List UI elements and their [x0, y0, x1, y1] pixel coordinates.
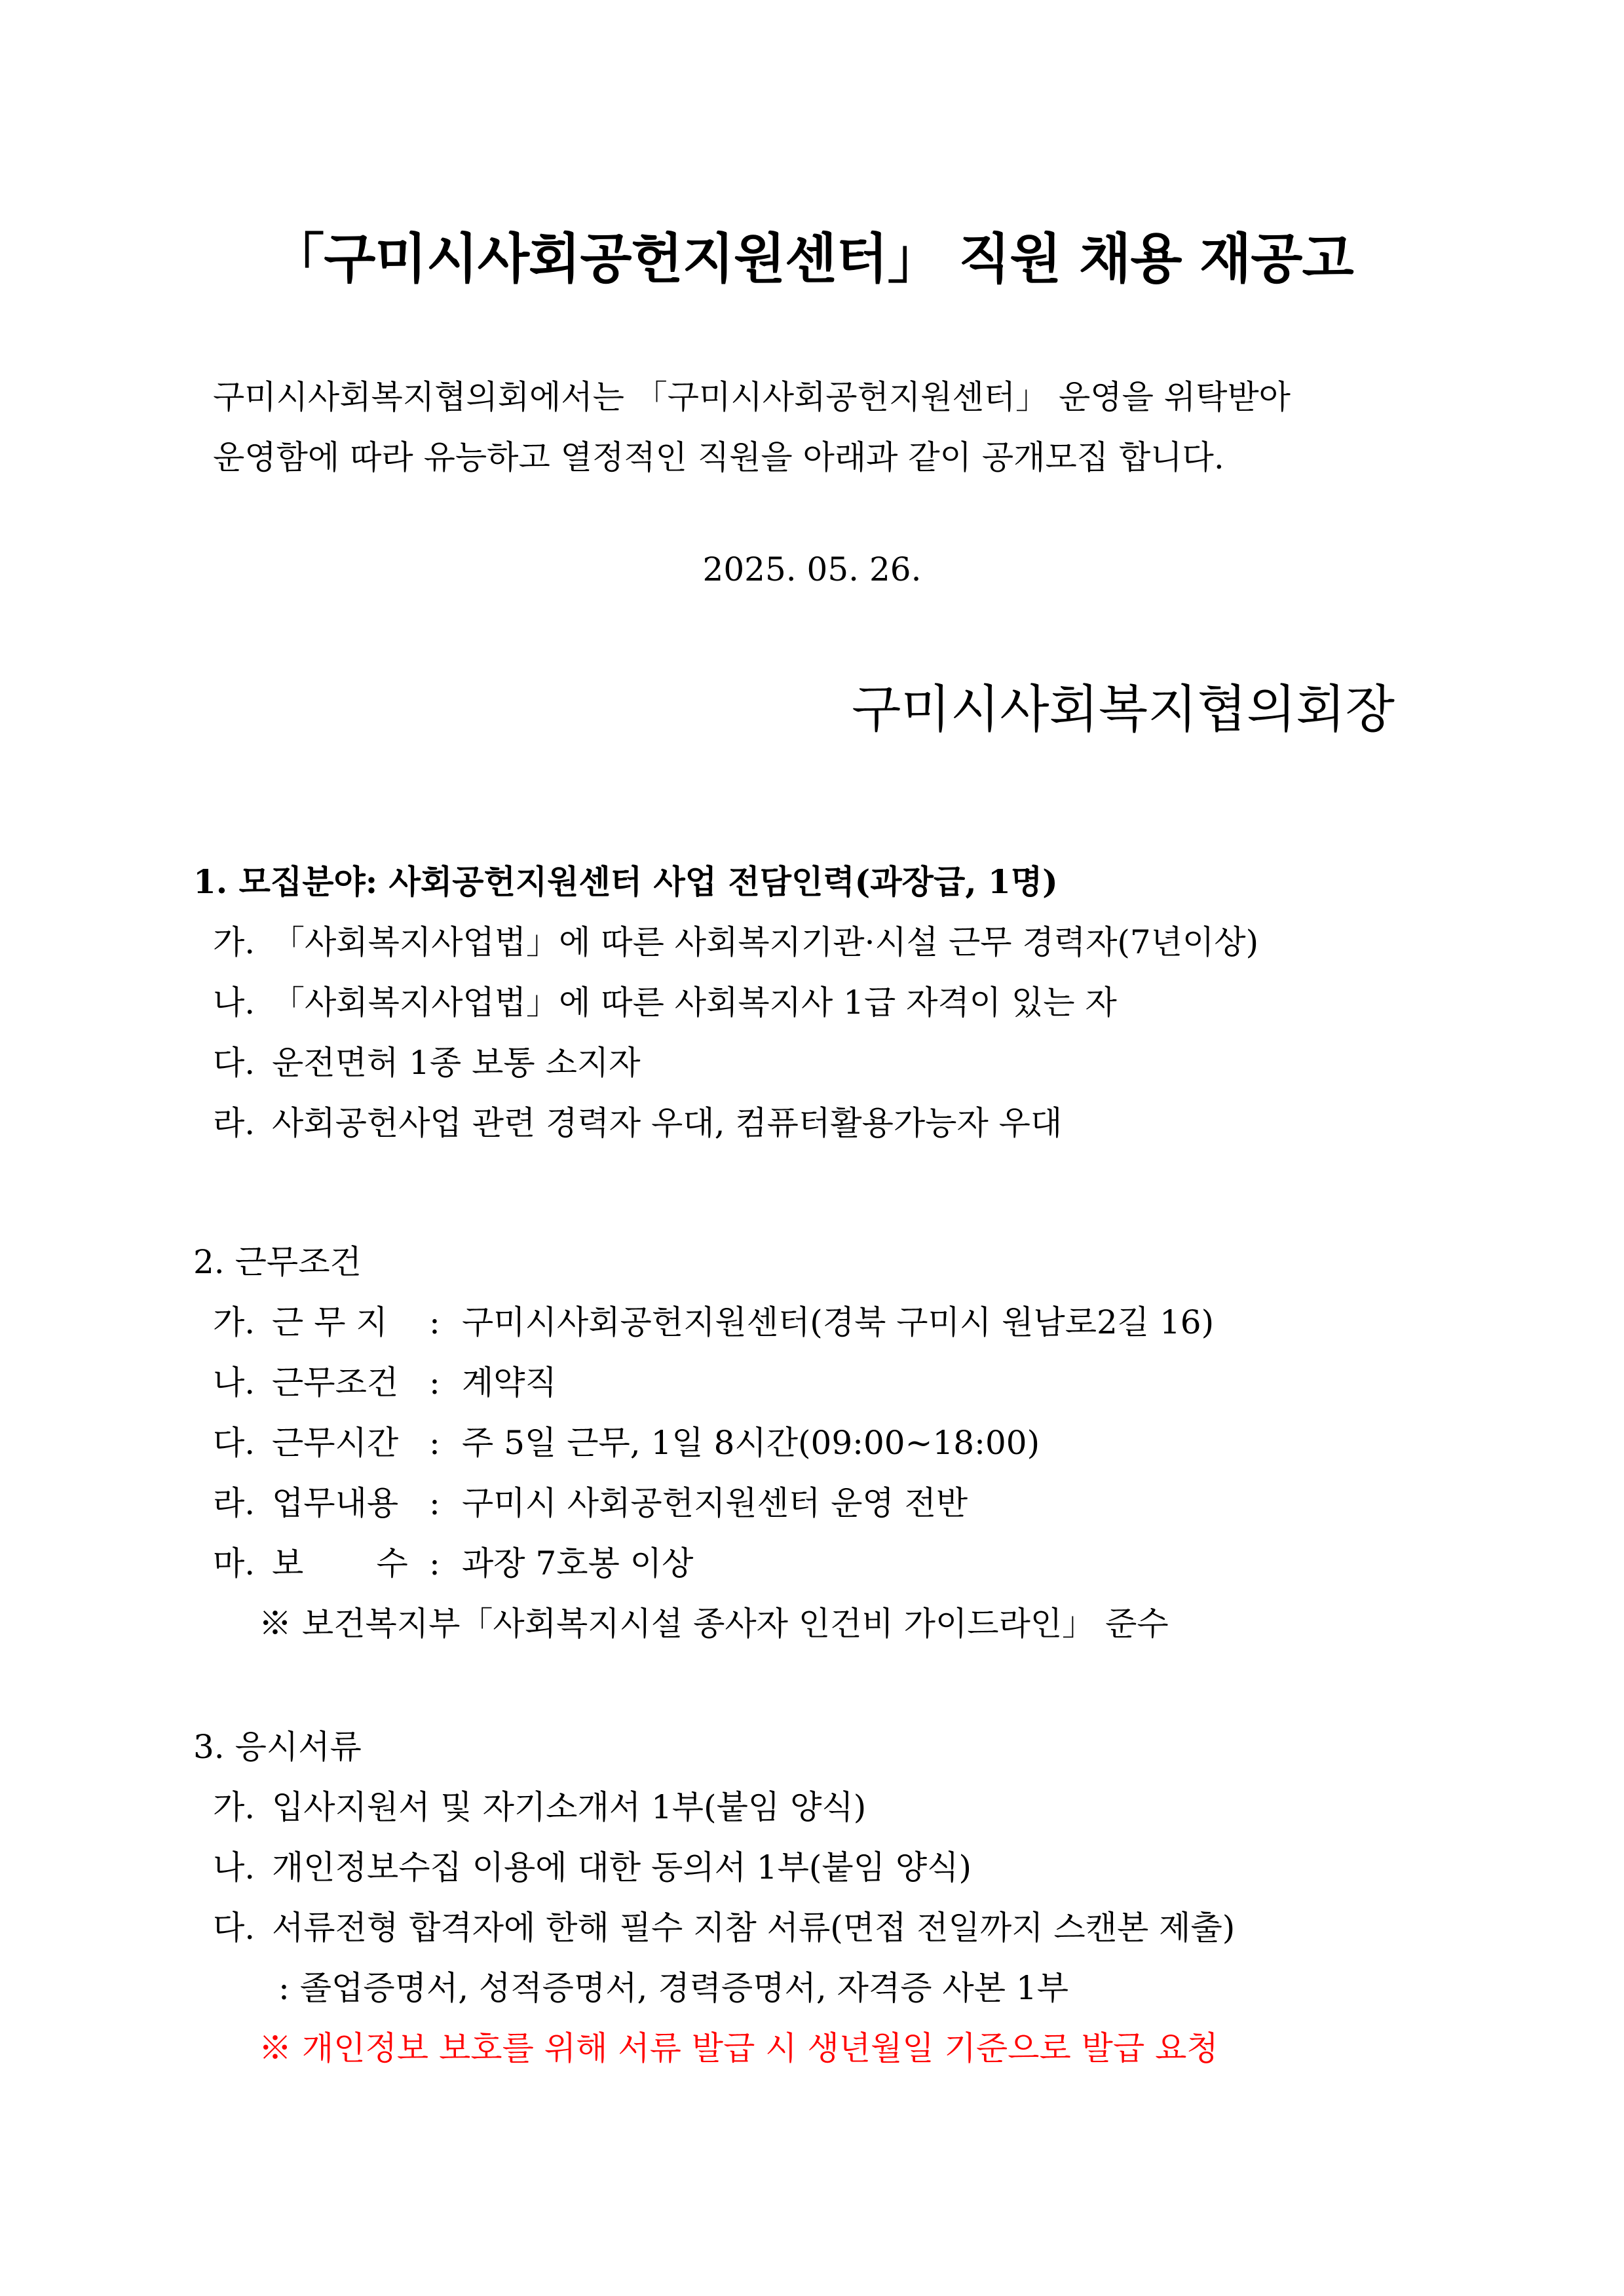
item-number: 가. — [213, 1303, 255, 1341]
signer: 구미시사회복지협의회장 — [852, 680, 1395, 739]
list-item — [213, 1777, 1438, 1837]
item-label: 근무시간 — [272, 1424, 399, 1462]
intro-line-2: 운영함에 따라 유능하고 열정적인 직원을 아래과 같이 공개모집 합니다. — [213, 438, 1224, 476]
item-label: 근무조건 — [272, 1364, 399, 1402]
item-separator: : — [429, 1544, 440, 1582]
item-text: 운전면허 1종 보통 소지자 — [272, 1044, 641, 1082]
list-item — [213, 1837, 1438, 1898]
item-text: 사회공헌사업 관련 경력자 우대, 컴퓨터활용가능자 우대 — [272, 1104, 1063, 1142]
item-number: 나. — [213, 1848, 255, 1886]
item-number: 다. — [213, 1909, 255, 1947]
item-value: 계약직 — [462, 1364, 557, 1402]
required-documents-list: : 졸업증명서, 성적증명서, 경력증명서, 자격증 사본 1부 — [278, 1969, 1068, 2007]
list-item — [213, 912, 1438, 972]
intro-paragraph — [213, 367, 1386, 488]
item-number: 나. — [213, 1364, 255, 1402]
item-number: 라. — [213, 1104, 255, 1142]
item-number: 다. — [213, 1424, 255, 1462]
item-value: 과장 7호봉 이상 — [462, 1544, 694, 1582]
item-number: 마. — [213, 1544, 255, 1582]
item-separator: : — [429, 1303, 440, 1341]
item-separator: : — [429, 1484, 440, 1522]
item-number: 가. — [213, 923, 255, 961]
item-number: 다. — [213, 1044, 255, 1082]
item-number: 라. — [213, 1484, 255, 1522]
guideline-note: ※ 보건복지부「사회복지시설 종사자 인건비 가이드라인」 준수 — [259, 1605, 1169, 1643]
section-heading: 1. 모집분야: 사회공헌지원센터 사업 전담인력(과장급, 1명) — [193, 862, 1058, 901]
list-item — [213, 972, 1438, 1033]
section-heading: 3. 응시서류 — [193, 1728, 362, 1766]
section-work-conditions — [193, 1232, 1438, 1654]
item-number: 가. — [213, 1788, 255, 1826]
item-value: 구미시사회공헌지원센터(경북 구미시 원남로2길 16) — [462, 1303, 1215, 1341]
page-title: 「구미시사회공헌지원센터」 직원 채용 재공고 — [271, 228, 1353, 290]
list-item — [213, 1292, 1438, 1352]
item-value: 구미시 사회공헌지원센터 운영 전반 — [462, 1484, 968, 1522]
section-recruitment-field — [193, 852, 1438, 1153]
list-item — [213, 1898, 1438, 1958]
item-value: 주 5일 근무, 1일 8시간(09:00~18:00) — [462, 1424, 1040, 1462]
list-item — [213, 1033, 1438, 1093]
list-item — [213, 1093, 1438, 1153]
list-item — [213, 1473, 1438, 1533]
item-text: 입사지원서 및 자기소개서 1부(붙임 양식) — [272, 1788, 867, 1826]
privacy-warning: ※ 개인정보 보호를 위해 서류 발급 시 생년월일 기준으로 발급 요청 — [259, 2029, 1218, 2067]
item-number: 나. — [213, 984, 255, 1022]
section-application-documents — [193, 1717, 1438, 2078]
item-text: 개인정보수집 이용에 대한 동의서 1부(붙임 양식) — [272, 1848, 972, 1886]
item-text: 「사회복지사업법」에 따른 사회복지사 1급 자격이 있는 자 — [272, 984, 1117, 1022]
item-label: 업무내용 — [272, 1484, 399, 1522]
item-text: 「사회복지사업법」에 따른 사회복지기관·시설 근무 경력자(7년이상) — [272, 923, 1259, 961]
item-text: 서류전형 합격자에 한해 필수 지참 서류(면접 전일까지 스캔본 제출) — [272, 1909, 1236, 1947]
list-item — [213, 1413, 1438, 1473]
item-separator: : — [429, 1364, 440, 1402]
section-heading: 2. 근무조건 — [193, 1243, 362, 1281]
list-item — [213, 1352, 1438, 1413]
intro-line-1: 구미시사회복지협의회에서는 「구미시사회공헌지원센터」 운영을 위탁받아 — [213, 378, 1291, 416]
item-label: 보 수 — [272, 1544, 408, 1582]
list-item — [213, 1533, 1438, 1594]
announcement-date: 2025. 05. 26. — [702, 550, 922, 588]
item-label: 근 무 지 — [272, 1303, 388, 1341]
item-separator: : — [429, 1424, 440, 1462]
